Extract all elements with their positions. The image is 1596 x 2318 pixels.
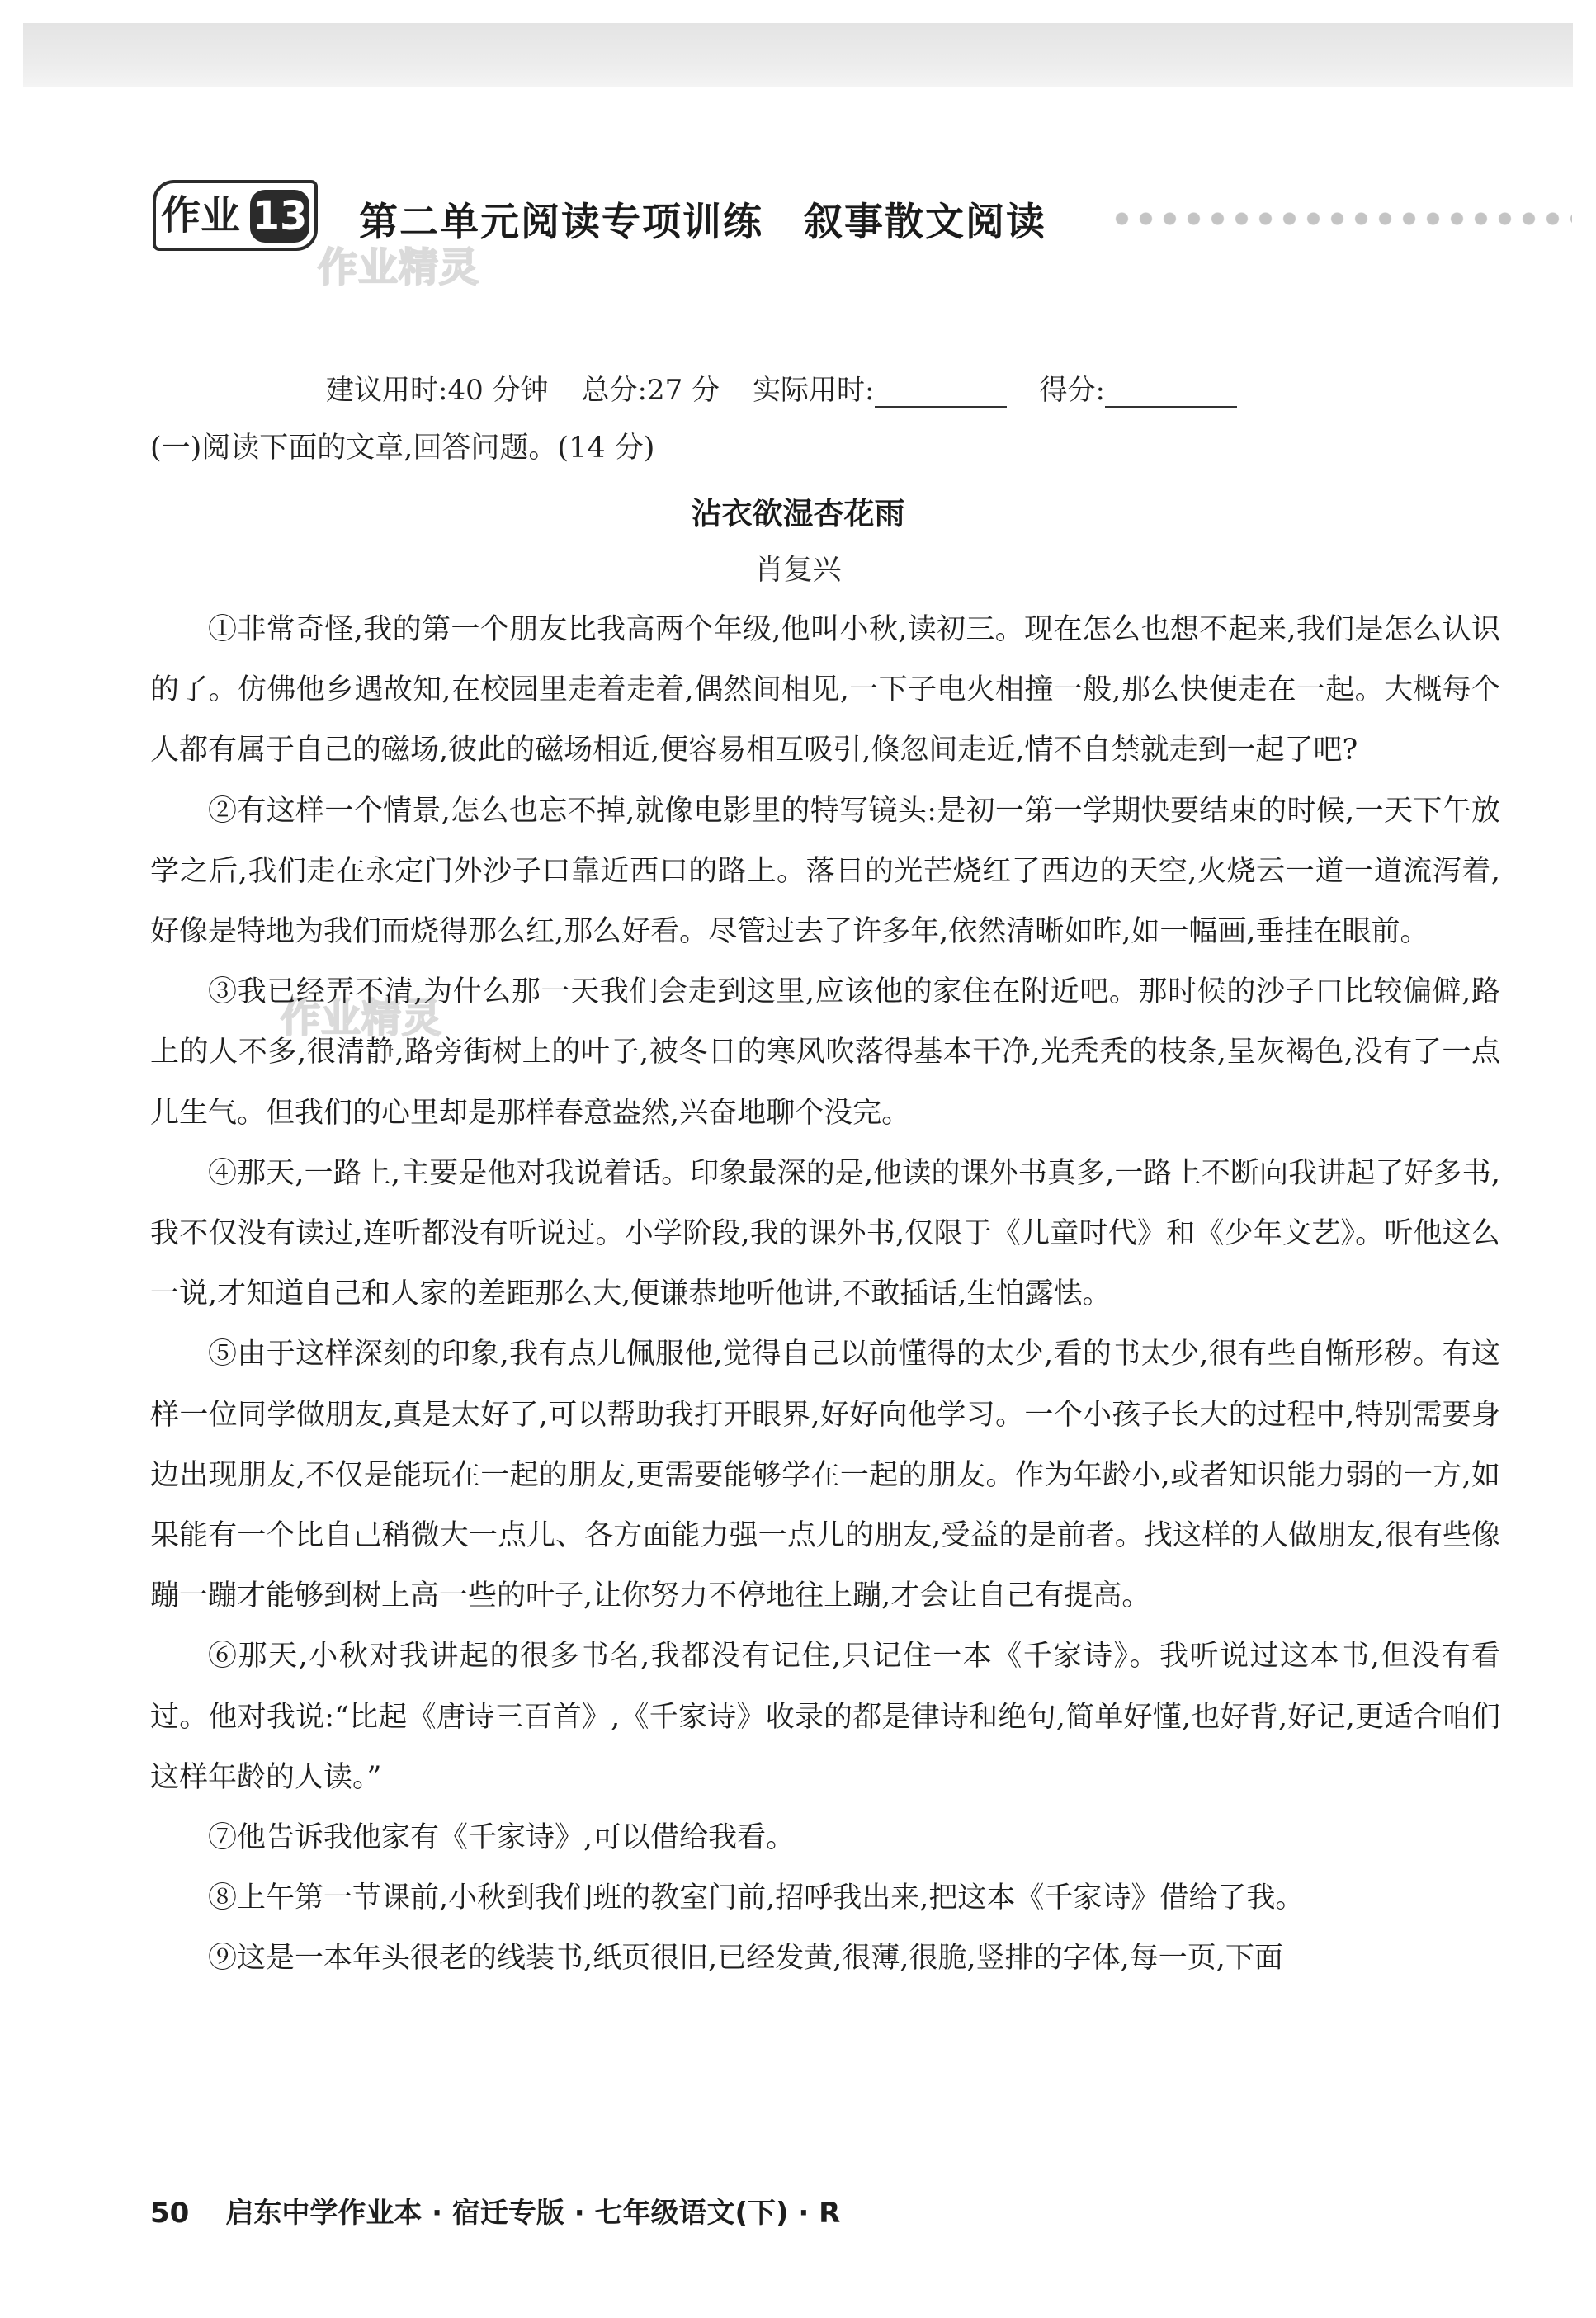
paragraph-5: ⑤由于这样深刻的印象,我有点儿佩服他,觉得自己以前懂得的太少,看的书太少,很有些自惭形秽。有这样一位同学做朋友,真是太好了,可以帮助我打开眼界,好好向他学习。一个小孩子长大的过程中,特别需要身边出现朋友,不仅是能玩在一起的朋友,更需要能够学在一起的朋友。作为年龄小,或者知识能力弱的一方,如果能有一个比自己稍微大一点儿、各方面能力强一点儿的朋友,受益的是前者。找这样的人做朋友,很有些像蹦一蹦才能够到树上高一些的叶子,让你努力不停地往上蹦,才会让自己有提高。 — [150, 1338, 1500, 1613]
paragraph-8: ⑧上午第一节课前,小秋到我们班的教室门前,招呼我出来,把这本《千家诗》借给了我。 — [208, 1881, 1305, 1915]
section-heading: (一)阅读下面的文章,回答问题。(14 分) — [150, 432, 655, 465]
homework-label: 作业 — [161, 192, 241, 238]
page-number: 50 — [150, 2197, 190, 2230]
homework-badge — [153, 172, 326, 262]
top-scan-band — [23, 23, 1573, 87]
suggested-time: 建议用时:40 分钟 — [326, 374, 549, 407]
title-dots-decoration — [1110, 210, 1572, 227]
article-title: 沾衣欲湿杏花雨 — [691, 496, 905, 531]
watermark: 作业精灵 — [318, 244, 480, 290]
book-title: 启东中学作业本 · 宿迁专版 · 七年级语文(下) · R — [225, 2197, 841, 2230]
watermark: 作业精灵 — [281, 995, 443, 1041]
score-field[interactable] — [1105, 406, 1237, 408]
actual-time-field[interactable] — [875, 406, 1007, 408]
page-footer — [150, 2190, 840, 2231]
paragraph-6: ⑥那天,小秋对我讲起的很多书名,我都没有记住,只记住一本《千家诗》。我听说过这本书,但没有看过。他对我说:“比起《唐诗三百首》,《千家诗》收录的都是律诗和绝句,简单好懂,也好背,好记,更适合咱们这样年龄的人读。” — [150, 1640, 1500, 1794]
actual-time-label: 实际用时: — [753, 374, 875, 407]
paragraph-7: ⑦他告诉我他家有《千家诗》,可以借给我看。 — [208, 1821, 796, 1855]
homework-number: 13 — [250, 190, 309, 243]
article-body — [150, 600, 1500, 1990]
paragraph-9: ⑨这是一本年头很老的线装书,纸页很旧,已经发黄,很薄,很脆,竖排的字体,每一页,下面 — [208, 1942, 1283, 1976]
article-author: 肖复兴 — [754, 554, 842, 587]
assignment-info — [326, 367, 1270, 408]
page-title: 第二单元阅读专项训练 叙事散文阅读 — [359, 200, 1046, 245]
paragraph-2: ②有这样一个情景,怎么也忘不掉,就像电影里的特写镜头:是初一第一学期快要结束的时候,一天下午放学之后,我们走在永定门外沙子口靠近西口的路上。落日的光芒烧红了西边的天空,火烧云一道一道流泻着,好像是特地为我们而烧得那么红,那么好看。尽管过去了许多年,依然清晰如昨,如一幅画,垂挂在眼前。 — [150, 794, 1500, 949]
paragraph-4: ④那天,一路上,主要是他对我说着话。印象最深的是,他读的课外书真多,一路上不断向我讲起了好多书,我不仅没有读过,连听都没有听说过。小学阶段,我的课外书,仅限于《儿童时代》和《少年文艺》。听他这么一说,才知道自己和人家的差距那么大,便谦恭地听他讲,不敢插话,生怕露怯。 — [150, 1156, 1500, 1311]
total-score: 总分:27 分 — [581, 374, 720, 407]
paragraph-1: ①非常奇怪,我的第一个朋友比我高两个年级,他叫小秋,读初三。现在怎么也想不起来,我们是怎么认识的了。仿佛他乡遇故知,在校园里走着走着,偶然间相见,一下子电火相撞一般,那么快便走在一起。大概每个人都有属于自己的磁场,彼此的磁场相近,便容易相互吸引,倏忽间走近,情不自禁就走到一起了吧? — [150, 613, 1500, 767]
paragraph-3: ③我已经弄不清,为什么那一天我们会走到这里,应该他的家住在附近吧。那时候的沙子口比较偏僻,路上的人不多,很清静,路旁街树上的叶子,被冬日的寒风吹落得基本干净,光秃秃的枝条,呈灰褐色,没有了一点儿生气。但我们的心里却是那样春意盎然,兴奋地聊个没完。 — [150, 975, 1500, 1130]
score-label: 得分: — [1039, 374, 1105, 407]
